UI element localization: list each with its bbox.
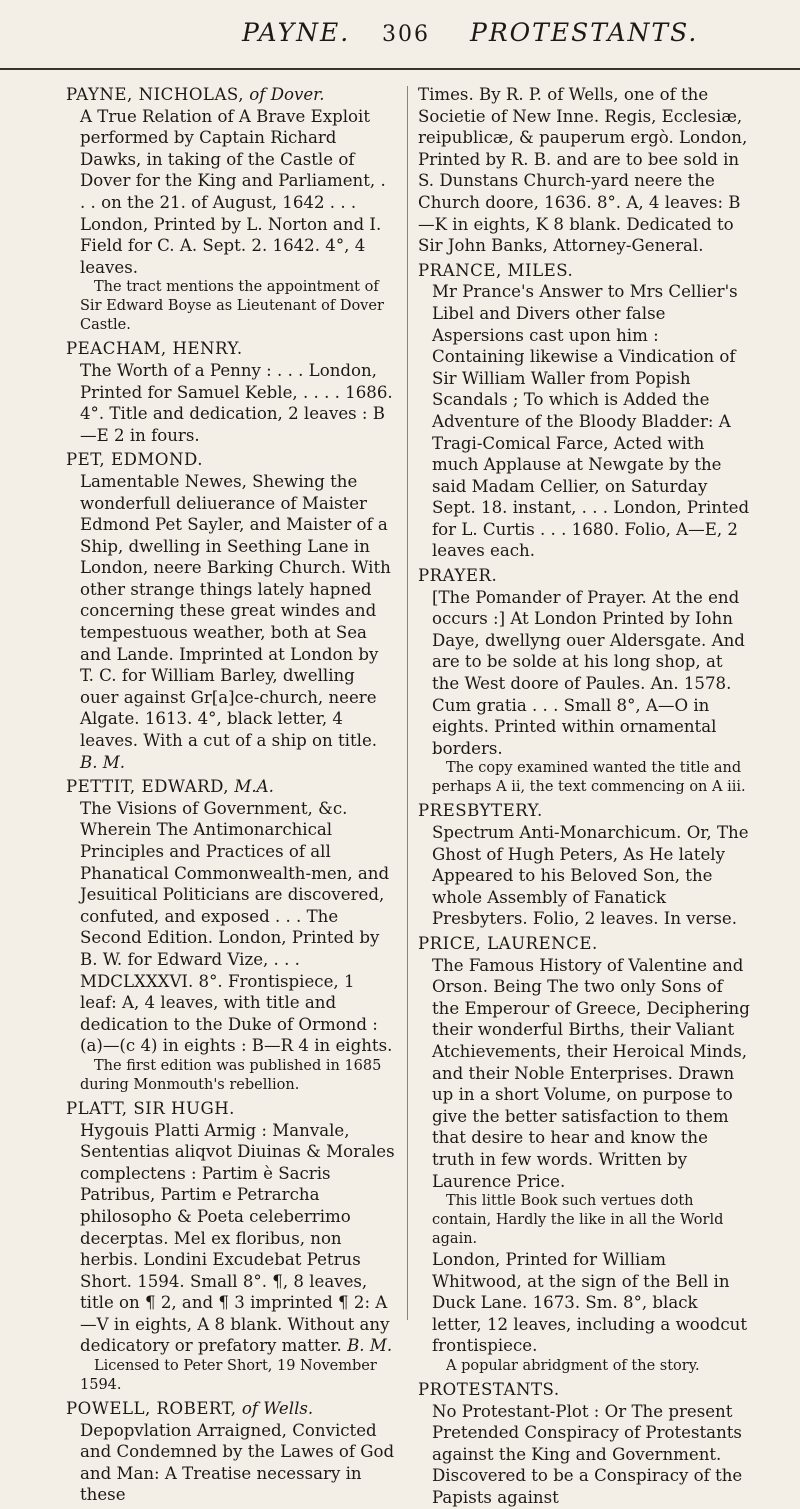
entry-heading: PET, EDMOND.	[66, 450, 203, 470]
entry-price	[418, 933, 750, 1376]
entry-body: The Visions of Government, &c. Wherein The Antimonarchical Principles and Practices of all Phanatical Commonwealth-men, and Jesuitical Politicians are discovered, confuted, and exposed . . . The Second Edition. London, Printed by B. W. for Edward Vize, . . . MDCLXXXVI. 8°. Frontispiece, 1 leaf: A, 4 leaves, with title and dedication to the Duke of Ormond : (a)—(c 4) in eights : B—R 4 in eights.	[80, 798, 393, 1056]
entry-body: A True Relation of A Brave Exploit performed by Captain Richard Dawks, in taking of the Castle of Dover for the King and Parliament, . . . on the 21. of August, 1642 . . . London, Printed by L. Norton and I. Field for C. A. Sept. 2. 1642. 4°, 4 leaves.	[80, 106, 386, 277]
entry-heading: POWELL, ROBERT,	[66, 1399, 237, 1419]
entry-pettit	[66, 776, 396, 1095]
library-initials: B. M.	[347, 1336, 393, 1356]
entry-body: The Famous History of Valentine and Orson. Being The two only Sons of the Emperour of Greece, Deciphering their wonderful Births, their Valiant Atchievements, their Heroical Minds, and their Noble Enterprises. Drawn up in a short Volume, on purpose to give the better satisfaction to them that desire to hear and know the truth in few words. Written by Laurence Price.	[432, 955, 750, 1191]
entry-note: The tract mentions the appointment of Sir Edward Boyse as Lieutenant of Dover Castle.	[80, 279, 384, 334]
entry-heading: PRESBYTERY.	[418, 801, 543, 821]
entry-heading: PRANCE, MILES.	[418, 260, 574, 280]
entry-presbytery	[418, 800, 750, 930]
entry-pet	[66, 449, 396, 773]
entry-note: The first edition was published in 1685 during Monmouth's rebellion.	[80, 1057, 382, 1093]
entry-body: Times. By R. P. of Wells, one of the Societie of New Inne. Regis, Ecclesiæ, reipublicæ, & pauperum ergò. London, Printed by R. B. and are to bee sold in S. Dunstans Church-yard neere the Church doore, 1636. 8°. A, 4 leaves: B—K in eights, K 8 blank. Dedicated to Sir John Banks, Attorney-General.	[418, 85, 748, 256]
running-head-left: PAYNE.	[242, 18, 351, 47]
entry-imprint: London, Printed for William Whitwood, at the sign of the Bell in Duck Lane. 1673. Sm. 8°, black letter, 12 leaves, including a woodcut frontispiece.	[432, 1250, 748, 1356]
running-head-right: PROTESTANTS.	[470, 18, 699, 47]
entry-heading: PEACHAM, HENRY.	[66, 339, 243, 359]
entry-verse: This little Book such vertues doth contain, Hardly the like in all the World again.	[432, 1193, 724, 1248]
right-column	[418, 84, 750, 1508]
left-column	[66, 84, 396, 1505]
entry-body: Hygouis Platti Armig : Manvale, Sententias aliqvot Diuinas & Morales complectens : Partim è Sacris Patribus, Partim e Petrarcha philosopho & Poeta celeberrimo decerptas. Mel ex floribus, non herbis. Londini Excudebat Petrus Short. 1594. Small 8°. ¶, 8 leaves, title on ¶ 2, and ¶ 3 imprinted ¶ 2: A—V in eights, A 8 blank. Without any dedicatory or prefatory matter. B. M.	[80, 1120, 395, 1356]
entry-heading-tail: of Wells.	[241, 1399, 314, 1419]
entry-body: The Worth of a Penny : . . . London, Printed for Samuel Keble, . . . . 1686. 4°. Title and dedication, 2 leaves : B—E 2 in fours.	[80, 360, 393, 445]
running-header	[0, 8, 800, 70]
entry-body: Spectrum Anti-Monarchicum. Or, The Ghost of Hugh Peters, As He lately Appeared to his Beloved Son, the whole Assembly of Fanatick Presbyters. Folio, 2 leaves. In verse.	[432, 823, 749, 929]
entry-prance	[418, 260, 750, 562]
entry-body: Depopvlation Arraigned, Convicted and Condemned by the Lawes of God and Man: A Treatise necessary in these	[80, 1420, 395, 1505]
entry-heading: PROTESTANTS.	[418, 1380, 560, 1400]
entry-heading: PAYNE, NICHOLAS,	[66, 85, 244, 104]
entry-powell	[66, 1398, 396, 1506]
page-number: 306	[382, 22, 430, 47]
entry-heading: PLATT, SIR HUGH.	[66, 1098, 235, 1118]
entry-powell-continued	[418, 84, 750, 257]
entry-heading-tail: M.A.	[234, 777, 274, 797]
entry-body: Mr Prance's Answer to Mrs Cellier's Libel and Divers other false Aspersions cast upon him : Containing likewise a Vindication of Sir William Waller from Popish Scandals ; To which is Added the Adventure of the Bloody Bladder: A Tragi-Comical Farce, Acted with much Applause at Newgate by the said Madam Cellier, on Saturday Sept. 18. instant, . . . London, Printed for L. Curtis . . . 1680. Folio, A—E, 2 leaves each.	[432, 282, 750, 561]
column-divider	[407, 86, 408, 1320]
entry-protestants	[418, 1379, 750, 1509]
entry-note: A popular abridgment of the story.	[446, 1358, 700, 1375]
entry-heading: PRAYER.	[418, 566, 498, 586]
entry-heading: PRICE, LAURENCE.	[418, 933, 598, 953]
entry-body: [The Pomander of Prayer. At the end occurs :] At London Printed by Iohn Daye, dwellyng ouer Aldersgate. And are to be solde at his long shop, at the West doore of Paules. An. 1578. Cum gratia . . . Small 8°, A—O in eights. Printed within ornamental borders.	[432, 587, 745, 758]
entry-heading: PETTIT, EDWARD,	[66, 777, 230, 797]
entry-body: No Protestant-Plot : Or The present Pretended Conspiracy of Protestants against the King and Government. Discovered to be a Conspiracy of the Papists against	[432, 1401, 743, 1508]
entry-platt	[66, 1098, 396, 1395]
library-initials: B. M.	[80, 752, 126, 772]
entry-heading-tail: of Dover.	[249, 85, 325, 104]
entry-prayer	[418, 565, 750, 797]
entry-note: Licensed to Peter Short, 19 November 1594.	[80, 1358, 377, 1394]
entry-note: The copy examined wanted the title and perhaps A ii, the text commencing on A iii.	[432, 760, 746, 796]
entry-payne	[66, 84, 396, 335]
entry-body: Lamentable Newes, Shewing the wonderfull deliuerance of Maister Edmond Pet Sayler, and Maister of a Ship, dwelling in Seething Lane in London, neere Barking Church. With other strange things lately hapned concerning these great windes and tempestuous weather, both at Sea and Lande. Imprinted at London by T. C. for William Barley, dwelling ouer against Gr[a]ce-church, neere Algate. 1613. 4°, black letter, 4 leaves. With a cut of a ship on title. B. M.	[80, 471, 391, 772]
entry-peacham	[66, 338, 396, 446]
